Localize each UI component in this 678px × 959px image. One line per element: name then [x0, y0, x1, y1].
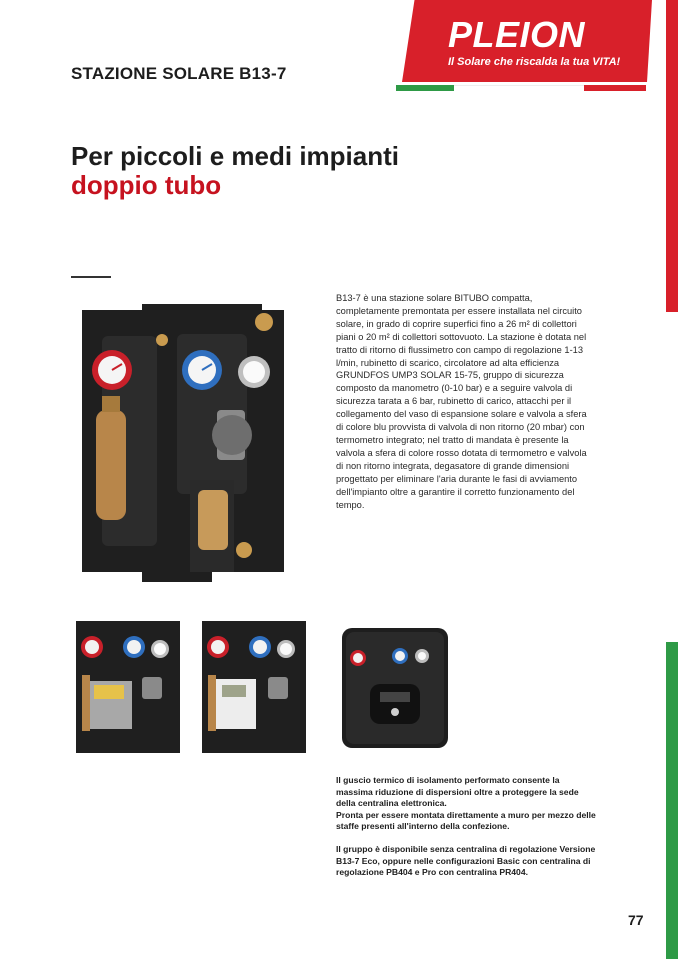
note-text-1: Il guscio termico di isolamento performato consente la massima riduzione di dispersioni oltre a proteggere la sede della centralina elettronica. [336, 775, 579, 809]
side-accent-green [666, 642, 678, 959]
product-photo-cover [338, 622, 452, 752]
product-photo-main [72, 300, 294, 582]
product-photo-pro [198, 615, 314, 757]
page-title [71, 142, 399, 200]
logo-stripe-red [584, 85, 646, 91]
note-text-2: Pronta per essere montata direttamente a muro per mezzo delle staffe presenti all'interno della confezione. [336, 809, 596, 832]
brand-logo [396, 0, 656, 92]
product-header: STAZIONE SOLARE B13-7 [71, 64, 287, 83]
title-line-1: Per piccoli e medi impianti [71, 141, 399, 171]
page-number: 77 [628, 912, 644, 928]
logo-stripe-white [454, 85, 584, 92]
note-paragraph-3: Il gruppo è disponibile senza centralina di regolazione Versione B13-7 Eco, oppure nelle configurazioni Basic con centralina di regolazione PB404 e Pro con centralina PR404. [336, 843, 596, 878]
divider [71, 276, 111, 278]
logo-tagline: Il Solare che riscalda la tua VITA! [448, 56, 621, 68]
title-line-2: doppio tubo [71, 170, 222, 200]
product-notes [336, 775, 598, 890]
logo-text: PLEION [448, 14, 586, 55]
product-description: B13-7 è una stazione solare BITUBO compatta, completamente premontata per essere installata nel circuito solare, in grado di coprire superfici fino a 26 m² di collettori piani o 20 m² di collettori sottovuoto. La stazione è dotata nel tratto di ritorno di flussimetro con campo di regolazione 1-13 l/min, rubinetto di scarico, circolatore ad alta efficienza GRUNDFOS UMP3 SOLAR 15-75, gruppo di sicurezza composto da manometro (0-10 bar) e a seguire valvola di sicurezza tarata a 6 bar, rubinetto di carico, attacchi per il collegamento del vaso di espansione solare e valvola a sfera di colore blu provvista di valvola di non ritorno (20 mbar) con termometro integrato; nel tratto di mandata è presente la valvola a sfera di colore rosso dotata di termometro e valvola di non ritorno integrata, degasatore di grande dimensioni progettato per eliminare l'aria durante le fasi di avviamento dell'impianto oltre a garantire il corretto funzionamento del tempo. [336, 293, 587, 510]
product-photo-basic [72, 615, 188, 757]
logo-stripe-green [396, 85, 454, 91]
side-accent-red [666, 0, 678, 312]
note-paragraph-1 [336, 775, 598, 833]
